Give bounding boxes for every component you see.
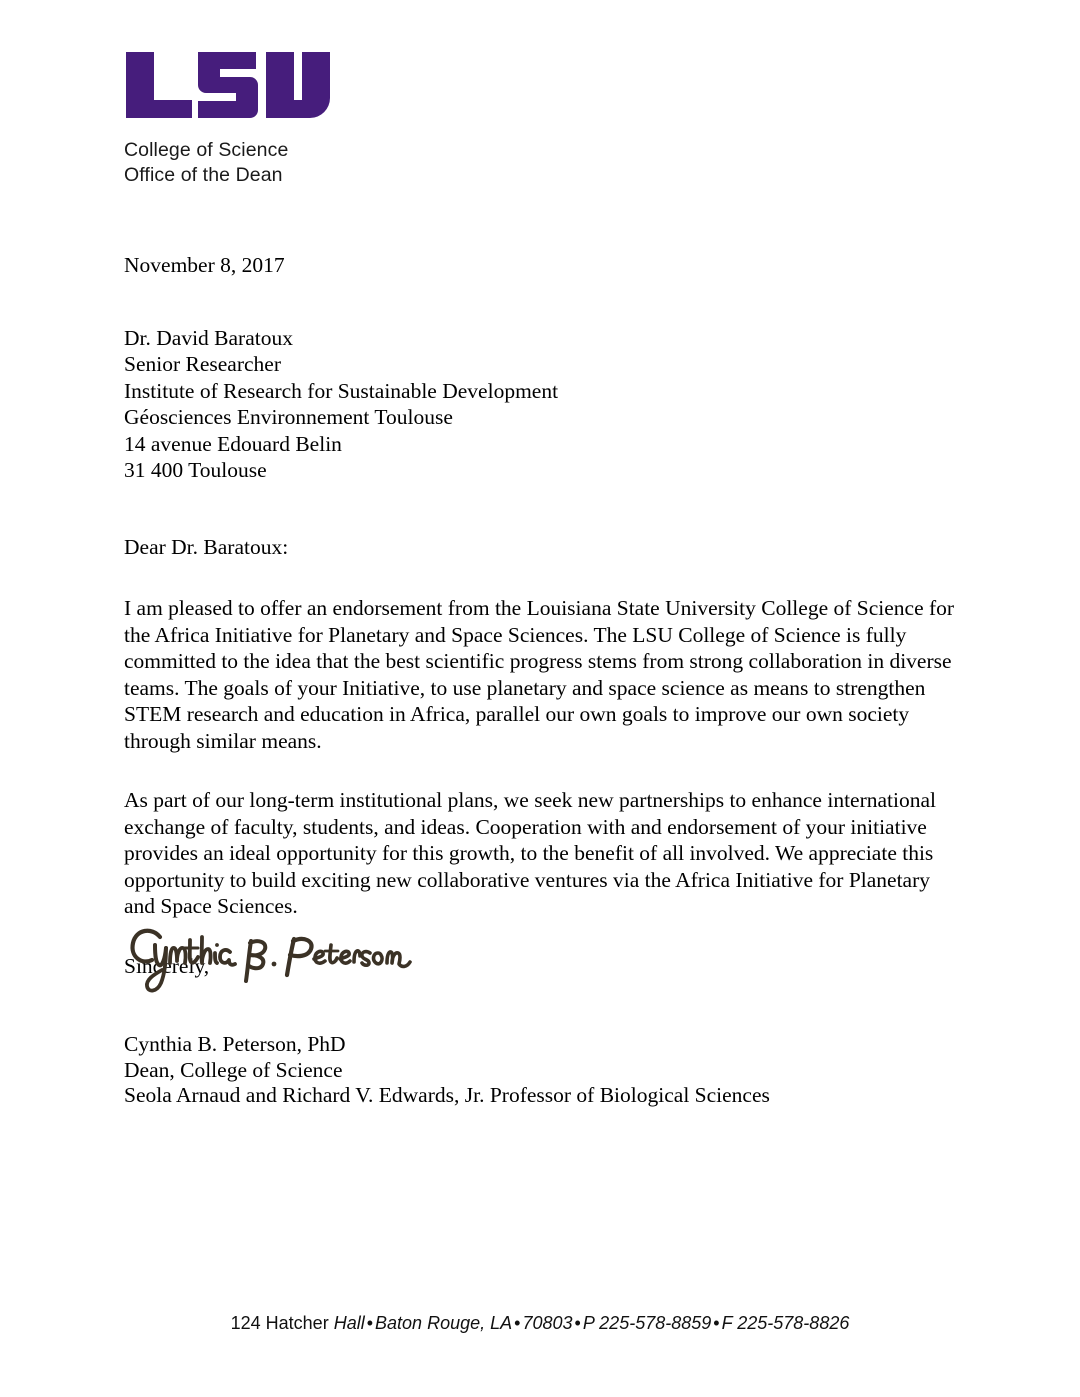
- handwritten-signature-icon: [122, 915, 412, 995]
- footer-phone: P 225-578-8859: [582, 1313, 712, 1333]
- signer-title: Dean, College of Science: [124, 1057, 343, 1082]
- letterhead-subtitle: [124, 138, 644, 188]
- signer-name: Cynthia B. Peterson, PhD: [124, 1032, 346, 1056]
- recipient-address-block: [124, 325, 956, 484]
- footer-street: 124 Hatcher: [230, 1313, 329, 1333]
- recipient-line-title: Senior Researcher: [124, 352, 281, 376]
- footer-separator-2: •: [514, 1313, 521, 1333]
- recipient-line-laboratory: Géosciences Environnement Toulouse: [124, 405, 453, 429]
- body-paragraph-2: As part of our long-term institutional plans, we seek new partnerships to enhance international exchange of faculty, students, and ideas. Cooperation with and endorsement of your initiative provides an ideal opportunity for this growth, to the benefit of all involved. We appreciate this opportunity to build exciting new collaborative ventures via the Africa Initiative for Planetary and Space Sciences.: [124, 788, 937, 918]
- letter-date: November 8, 2017: [124, 253, 285, 277]
- letterhead-line-college: College of Science: [124, 139, 289, 161]
- closing-line: Sincerely,: [124, 953, 210, 978]
- signature-name-block: [124, 1032, 770, 1109]
- recipient-line-name: Dr. David Baratoux: [124, 325, 293, 350]
- footer-separator-1: •: [366, 1313, 374, 1333]
- footer-fax: F 225-578-8826: [721, 1313, 850, 1333]
- salutation: Dear Dr. Baratoux:: [124, 534, 289, 559]
- recipient-line-institute: Institute of Research for Sustainable Development: [124, 378, 559, 403]
- footer-city-state: Baton Rouge, LA: [375, 1313, 513, 1333]
- signer-professorship: Seola Arnaud and Richard V. Edwards, Jr. Professor of Biological Sciences: [124, 1083, 770, 1107]
- recipient-line-city: 31 400 Toulouse: [124, 458, 267, 482]
- letterhead: [124, 50, 644, 188]
- letterhead-line-office: Office of the Dean: [124, 164, 283, 186]
- lsu-wordmark-logo: [124, 50, 332, 120]
- body-paragraph-1: I am pleased to offer an endorsement from the Louisiana State University College of Science for the Africa Initiative for Planetary and Space Sciences. The LSU College of Science is fully committed to the idea that the best scientific progress stems from strong collaboration in diverse teams. The goals of your Initiative, to use planetary and space science as means to strengthen STEM research and education in Africa, parallel our own goals to improve our own society through similar means.: [124, 596, 955, 753]
- footer-separator-3: •: [574, 1313, 581, 1333]
- recipient-line-street: 14 avenue Edouard Belin: [124, 431, 342, 456]
- footer-zip: 70803: [522, 1313, 573, 1333]
- page-footer: [0, 1312, 1080, 1334]
- footer-separator-4: •: [713, 1313, 720, 1333]
- footer-building: Hall: [333, 1313, 365, 1333]
- letter-body: [124, 252, 956, 979]
- signature-image: [122, 915, 522, 995]
